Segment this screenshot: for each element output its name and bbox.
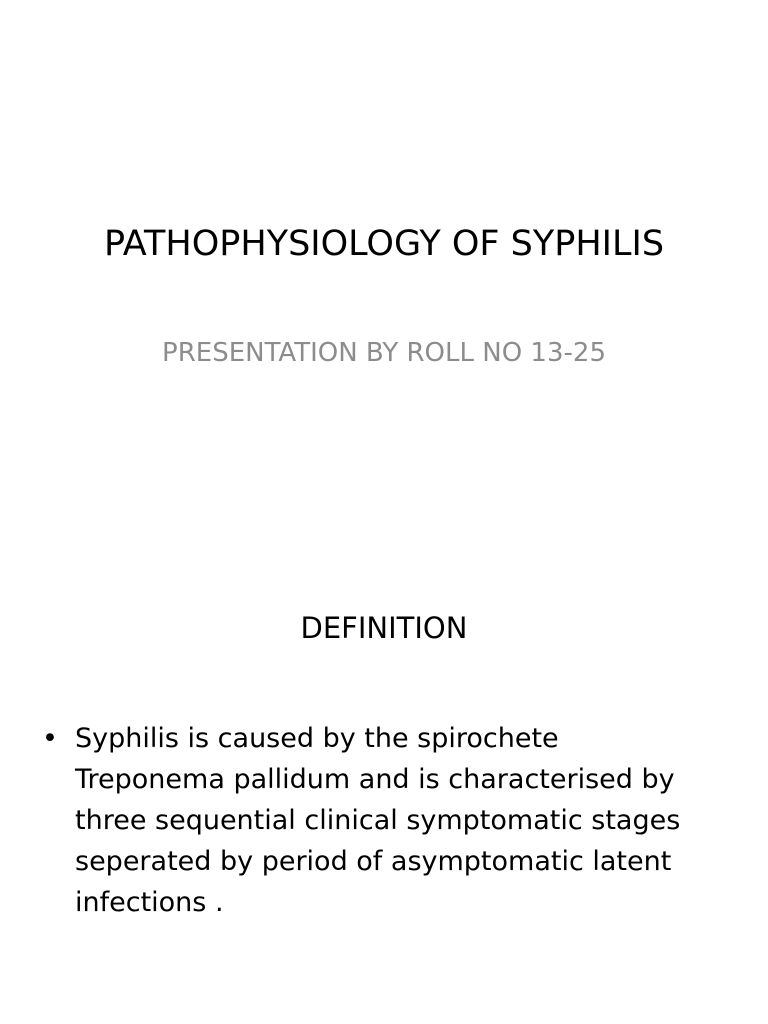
bullet-line: three sequential clinical symptomatic stages bbox=[75, 805, 681, 836]
bullet-list bbox=[0, 718, 768, 923]
bullet-item bbox=[0, 718, 768, 923]
definition-heading: DEFINITION bbox=[300, 611, 468, 645]
slide-subtitle: PRESENTATION BY ROLL NO 13-25 bbox=[162, 338, 606, 368]
bullet-line: seperated by period of asymptomatic latent bbox=[75, 846, 672, 877]
bullet-line: infections . bbox=[75, 887, 224, 918]
bullet-marker: • bbox=[42, 723, 58, 754]
bullet-line: Syphilis is caused by the spirochete bbox=[75, 723, 559, 754]
bullet-line: Treponema pallidum and is characterised by bbox=[75, 764, 675, 795]
slide-title: PATHOPHYSIOLOGY OF SYPHILIS bbox=[103, 224, 665, 264]
